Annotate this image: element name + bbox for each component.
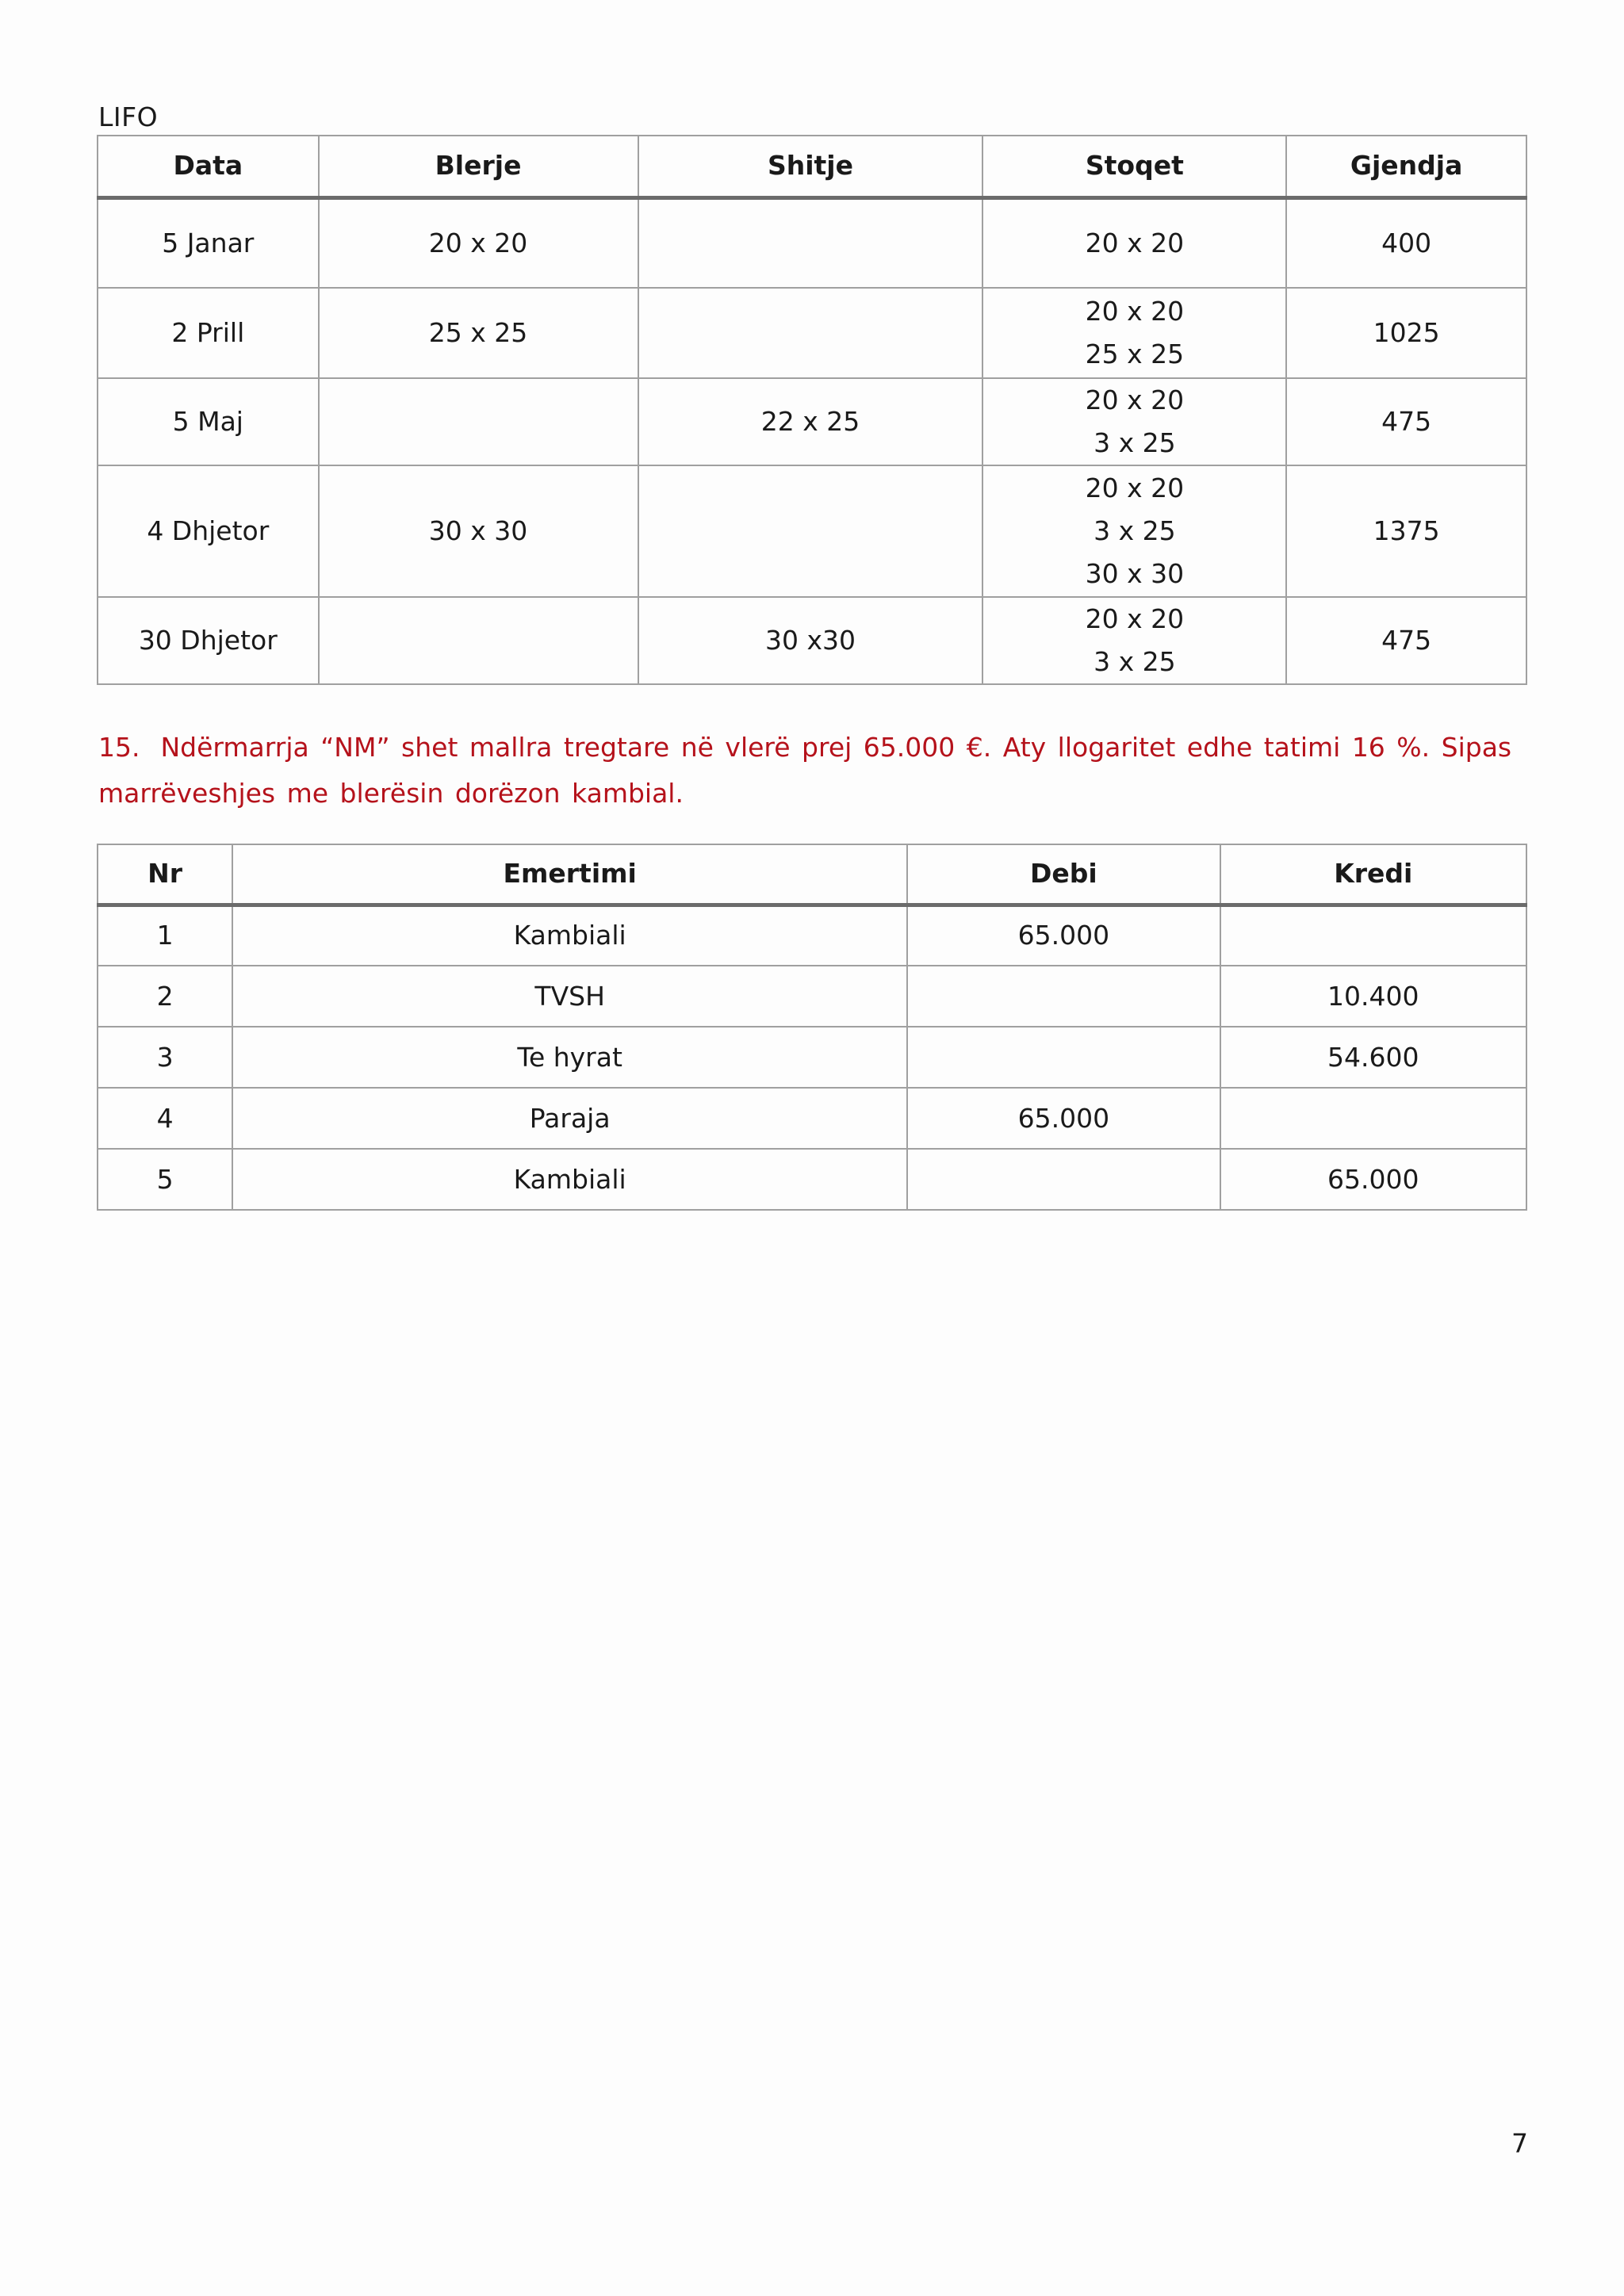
cell-stoqet xyxy=(982,378,1286,465)
lifo-header-row xyxy=(98,136,1526,197)
stock-line: 30 x 30 xyxy=(1085,558,1185,589)
header-shitje: Shitje xyxy=(638,136,983,197)
cell-blerje: 25 x 25 xyxy=(319,288,638,378)
cell-data: 30 Dhjetor xyxy=(98,597,319,684)
cell-kredi: 65.000 xyxy=(1220,1149,1526,1210)
cell-kredi: 10.400 xyxy=(1220,966,1526,1027)
cell-data: 2 Prill xyxy=(98,288,319,378)
header-stoqet: Stoqet xyxy=(982,136,1286,197)
cell-shitje: 22 x 25 xyxy=(638,378,983,465)
stock-line: 25 x 25 xyxy=(1085,339,1185,369)
cell-kredi xyxy=(1220,1088,1526,1149)
cell-kredi: 54.600 xyxy=(1220,1027,1526,1088)
cell-debi xyxy=(907,1027,1220,1088)
stock-line: 3 x 25 xyxy=(1094,515,1176,546)
table-row xyxy=(98,378,1526,465)
page-number: 7 xyxy=(1511,2128,1528,2159)
task-number: 15. xyxy=(98,732,140,763)
cell-gjendja: 475 xyxy=(1286,597,1526,684)
cell-shitje xyxy=(638,288,983,378)
cell-stoqet xyxy=(982,197,1286,288)
lifo-label: LIFO xyxy=(98,101,159,132)
header-nr: Nr xyxy=(98,844,232,905)
lifo-table xyxy=(97,135,1527,685)
cell-emertimi: Kambiali xyxy=(232,1149,907,1210)
table-row xyxy=(98,905,1526,966)
cell-data: 5 Janar xyxy=(98,197,319,288)
cell-gjendja: 475 xyxy=(1286,378,1526,465)
table-row xyxy=(98,597,1526,684)
header-kredi: Kredi xyxy=(1220,844,1526,905)
cell-nr: 3 xyxy=(98,1027,232,1088)
table-row xyxy=(98,197,1526,288)
cell-stoqet xyxy=(982,597,1286,684)
cell-blerje: 30 x 30 xyxy=(319,465,638,597)
task-15-statement xyxy=(98,725,1526,817)
cell-blerje xyxy=(319,378,638,465)
cell-debi xyxy=(907,1149,1220,1210)
table-row xyxy=(98,465,1526,597)
cell-stoqet xyxy=(982,465,1286,597)
header-emertimi: Emertimi xyxy=(232,844,907,905)
cell-data: 4 Dhjetor xyxy=(98,465,319,597)
cell-nr: 5 xyxy=(98,1149,232,1210)
cell-debi xyxy=(907,966,1220,1027)
cell-gjendja: 1375 xyxy=(1286,465,1526,597)
journal-header-row xyxy=(98,844,1526,905)
stock-line: 20 x 20 xyxy=(1085,385,1185,415)
cell-data: 5 Maj xyxy=(98,378,319,465)
cell-gjendja: 400 xyxy=(1286,197,1526,288)
cell-shitje: 30 x30 xyxy=(638,597,983,684)
header-blerje: Blerje xyxy=(319,136,638,197)
header-data: Data xyxy=(98,136,319,197)
stock-line: 20 x 20 xyxy=(1085,227,1185,258)
journal-table xyxy=(97,844,1527,1211)
cell-emertimi: Te hyrat xyxy=(232,1027,907,1088)
cell-debi: 65.000 xyxy=(907,1088,1220,1149)
task-text: Ndërmarrja “NM” shet mallra tregtare në vlerë prej 65.000 €. Aty llogaritet edhe tatimi 16 %. Sipas marrëveshjes me blerësin dorëzon kambial. xyxy=(98,732,1512,809)
header-gjendja: Gjendja xyxy=(1286,136,1526,197)
stock-line: 20 x 20 xyxy=(1085,296,1185,327)
cell-kredi xyxy=(1220,905,1526,966)
stock-line: 3 x 25 xyxy=(1094,646,1176,677)
table-row xyxy=(98,966,1526,1027)
cell-blerje xyxy=(319,597,638,684)
cell-nr: 4 xyxy=(98,1088,232,1149)
stock-line: 3 x 25 xyxy=(1094,427,1176,458)
table-row xyxy=(98,1027,1526,1088)
header-debi: Debi xyxy=(907,844,1220,905)
cell-gjendja: 1025 xyxy=(1286,288,1526,378)
cell-shitje xyxy=(638,465,983,597)
stock-line: 20 x 20 xyxy=(1085,603,1185,634)
cell-debi: 65.000 xyxy=(907,905,1220,966)
cell-emertimi: Paraja xyxy=(232,1088,907,1149)
cell-emertimi: Kambiali xyxy=(232,905,907,966)
cell-stoqet xyxy=(982,288,1286,378)
cell-shitje xyxy=(638,197,983,288)
stock-line: 20 x 20 xyxy=(1085,473,1185,503)
table-row xyxy=(98,1149,1526,1210)
cell-blerje: 20 x 20 xyxy=(319,197,638,288)
cell-emertimi: TVSH xyxy=(232,966,907,1027)
table-row xyxy=(98,288,1526,378)
cell-nr: 1 xyxy=(98,905,232,966)
cell-nr: 2 xyxy=(98,966,232,1027)
table-row xyxy=(98,1088,1526,1149)
